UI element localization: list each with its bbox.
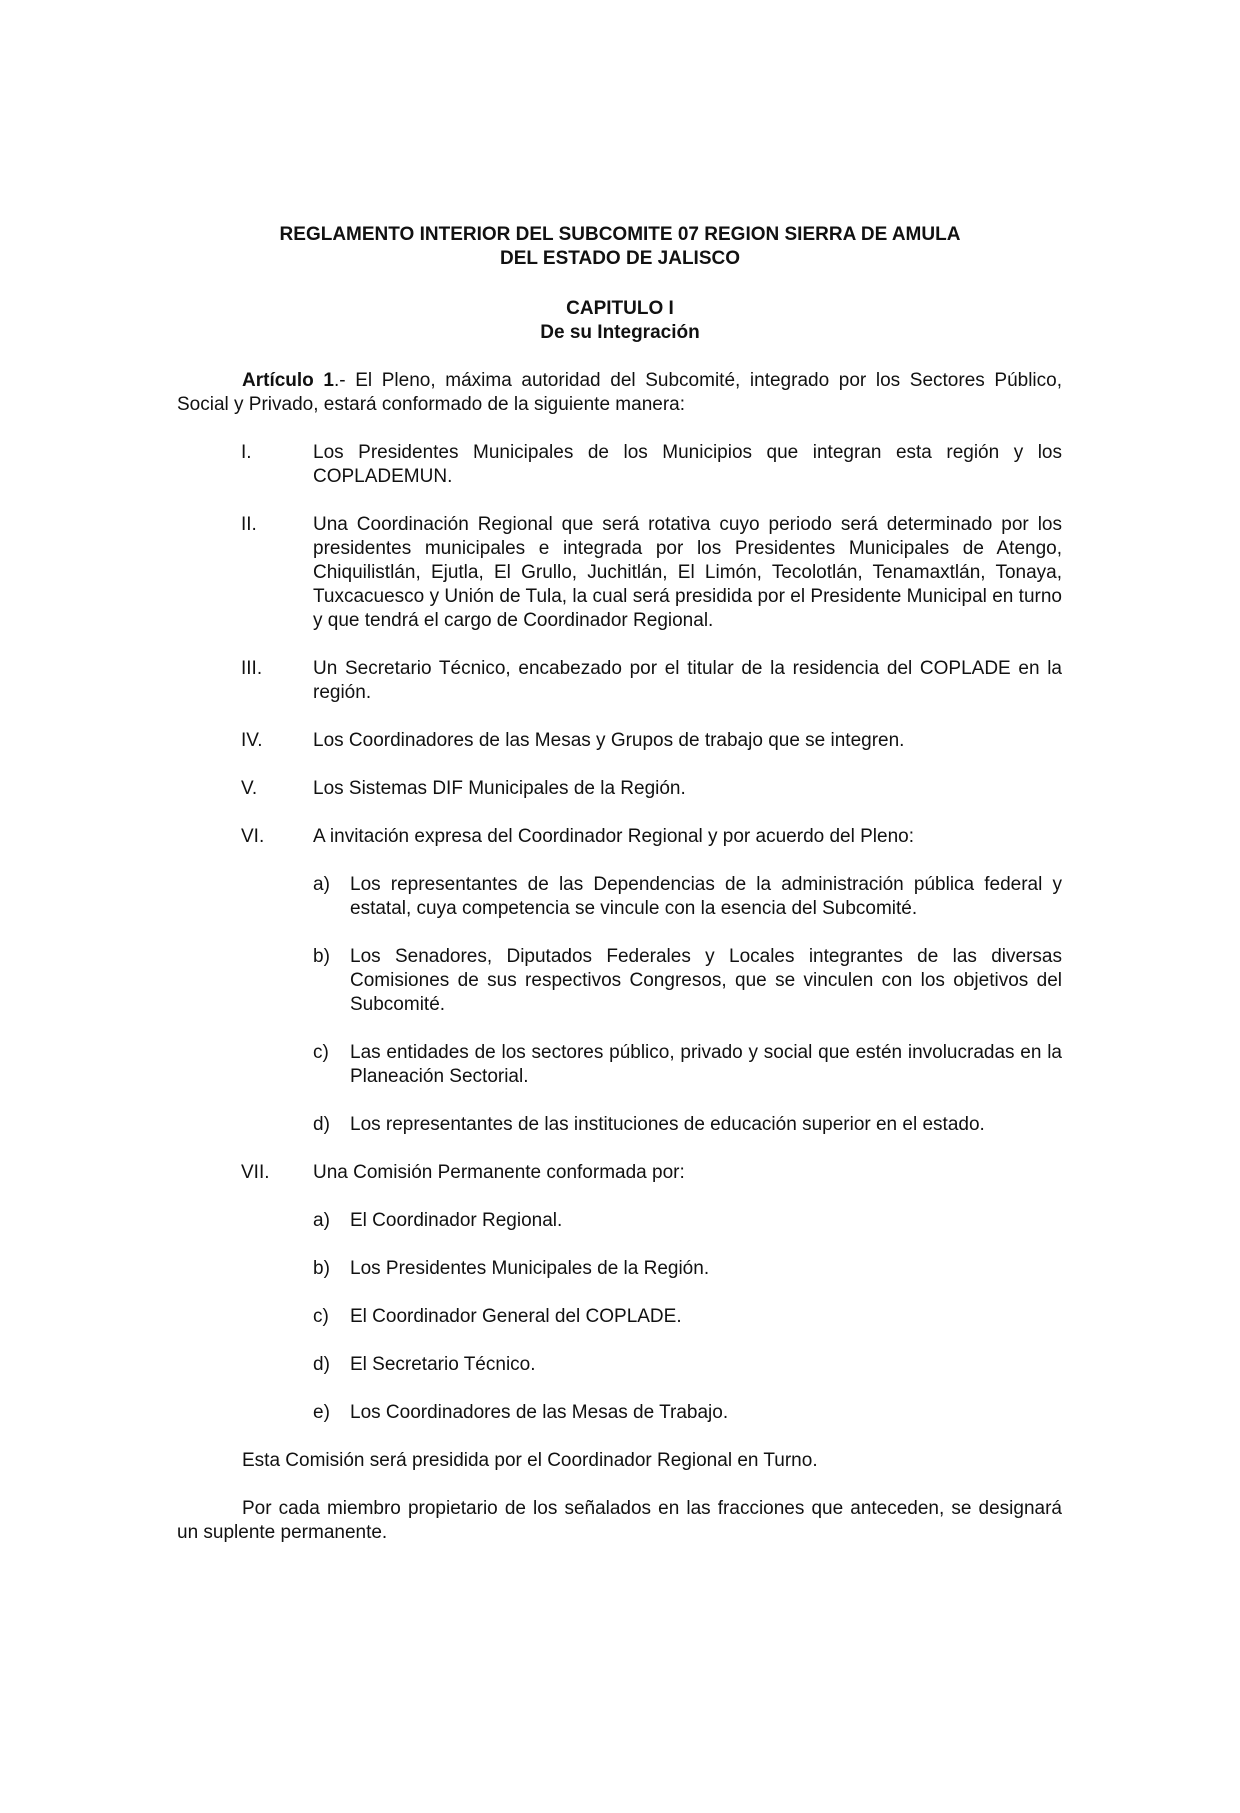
commission-presided-paragraph	[177, 1449, 1062, 1473]
article-1-label: Artículo 1	[242, 370, 334, 391]
document-title-line1: REGLAMENTO INTERIOR DEL SUBCOMITE 07 REGION SIERRA DE AMULA	[279, 224, 961, 245]
article-1-text: .- El Pleno, máxima autoridad del Subcomité, integrado por los Sectores Público, Social y Privado, estará conformado de la siguiente manera:	[177, 370, 1062, 415]
sub-item-text: Los Coordinadores de las Mesas de Trabajo.	[350, 1402, 729, 1423]
fraction-number: I.	[241, 442, 252, 463]
substitutes-paragraph	[177, 1497, 1062, 1545]
chapter-heading: CAPITULO I	[566, 298, 674, 319]
sub-item-text: Los Senadores, Diputados Federales y Locales integrantes de las diversas Comisiones de sus respectivos Congresos, que se vinculen con los objetivos del Subcomité.	[350, 946, 1062, 1015]
fraction-text: A invitación expresa del Coordinador Regional y por acuerdo del Pleno:	[313, 826, 914, 847]
fraction-number: VII.	[241, 1162, 270, 1183]
fraction-text: Los Coordinadores de las Mesas y Grupos de trabajo que se integren.	[313, 730, 905, 751]
document-title-line2: DEL ESTADO DE JALISCO	[500, 248, 740, 269]
sub-item-letter: b)	[313, 1258, 330, 1279]
sub-item-text: Los representantes de las instituciones de educación superior en el estado.	[350, 1114, 985, 1135]
sub-item-text: Los representantes de las Dependencias de la administración pública federal y estatal, cuya competencia se vincule con la esencia del Subcomité.	[350, 874, 1062, 919]
article-1-paragraph	[177, 369, 1062, 417]
sub-item-letter: e)	[313, 1402, 330, 1423]
fraction-text: Los Sistemas DIF Municipales de la Región.	[313, 778, 686, 799]
sub-item-text: El Secretario Técnico.	[350, 1354, 536, 1375]
sub-item-letter: d)	[313, 1114, 330, 1135]
sub-item-letter: c)	[313, 1042, 329, 1063]
fraction-text: Un Secretario Técnico, encabezado por el titular de la residencia del COPLADE en la región.	[313, 658, 1062, 703]
fraction-number: V.	[241, 778, 258, 799]
substitutes-text: Por cada miembro propietario de los señalados en las fracciones que anteceden, se designará un suplente permanente.	[177, 1498, 1062, 1543]
fraction-text: Una Comisión Permanente conformada por:	[313, 1162, 685, 1183]
fraction-text: Los Presidentes Municipales de los Municipios que integran esta región y los COPLADEMUN.	[313, 442, 1062, 487]
chapter-subtitle: De su Integración	[540, 322, 700, 343]
sub-item-text: Los Presidentes Municipales de la Región.	[350, 1258, 710, 1279]
sub-item-text: Las entidades de los sectores público, privado y social que estén involucradas en la Planeación Sectorial.	[350, 1042, 1062, 1087]
sub-item-letter: a)	[313, 1210, 330, 1231]
fraction-number: II.	[241, 514, 257, 535]
commission-presided-text: Esta Comisión será presidida por el Coordinador Regional en Turno.	[242, 1450, 818, 1471]
fraction-number: III.	[241, 658, 263, 679]
sub-item-letter: d)	[313, 1354, 330, 1375]
sub-item-letter: b)	[313, 946, 330, 967]
sub-item-text: El Coordinador Regional.	[350, 1210, 563, 1231]
fraction-number: IV.	[241, 730, 263, 751]
sub-item-text: El Coordinador General del COPLADE.	[350, 1306, 682, 1327]
sub-item-letter: c)	[313, 1306, 329, 1327]
fraction-number: VI.	[241, 826, 265, 847]
fraction-text: Una Coordinación Regional que será rotativa cuyo periodo será determinado por los presidentes municipales e integrada por los Presidentes Municipales de Atengo, Chiquilistlán, Ejutla, El Grullo, Juchitlán, El Limón, Tecolotlán, Tenamaxtlán, Tonaya, Tuxcacuesco y Unión de Tula, la cual será presidida por el Presidente Municipal en turno y que tendrá el cargo de Coordinador Regional.	[313, 514, 1062, 631]
sub-item-letter: a)	[313, 874, 330, 895]
